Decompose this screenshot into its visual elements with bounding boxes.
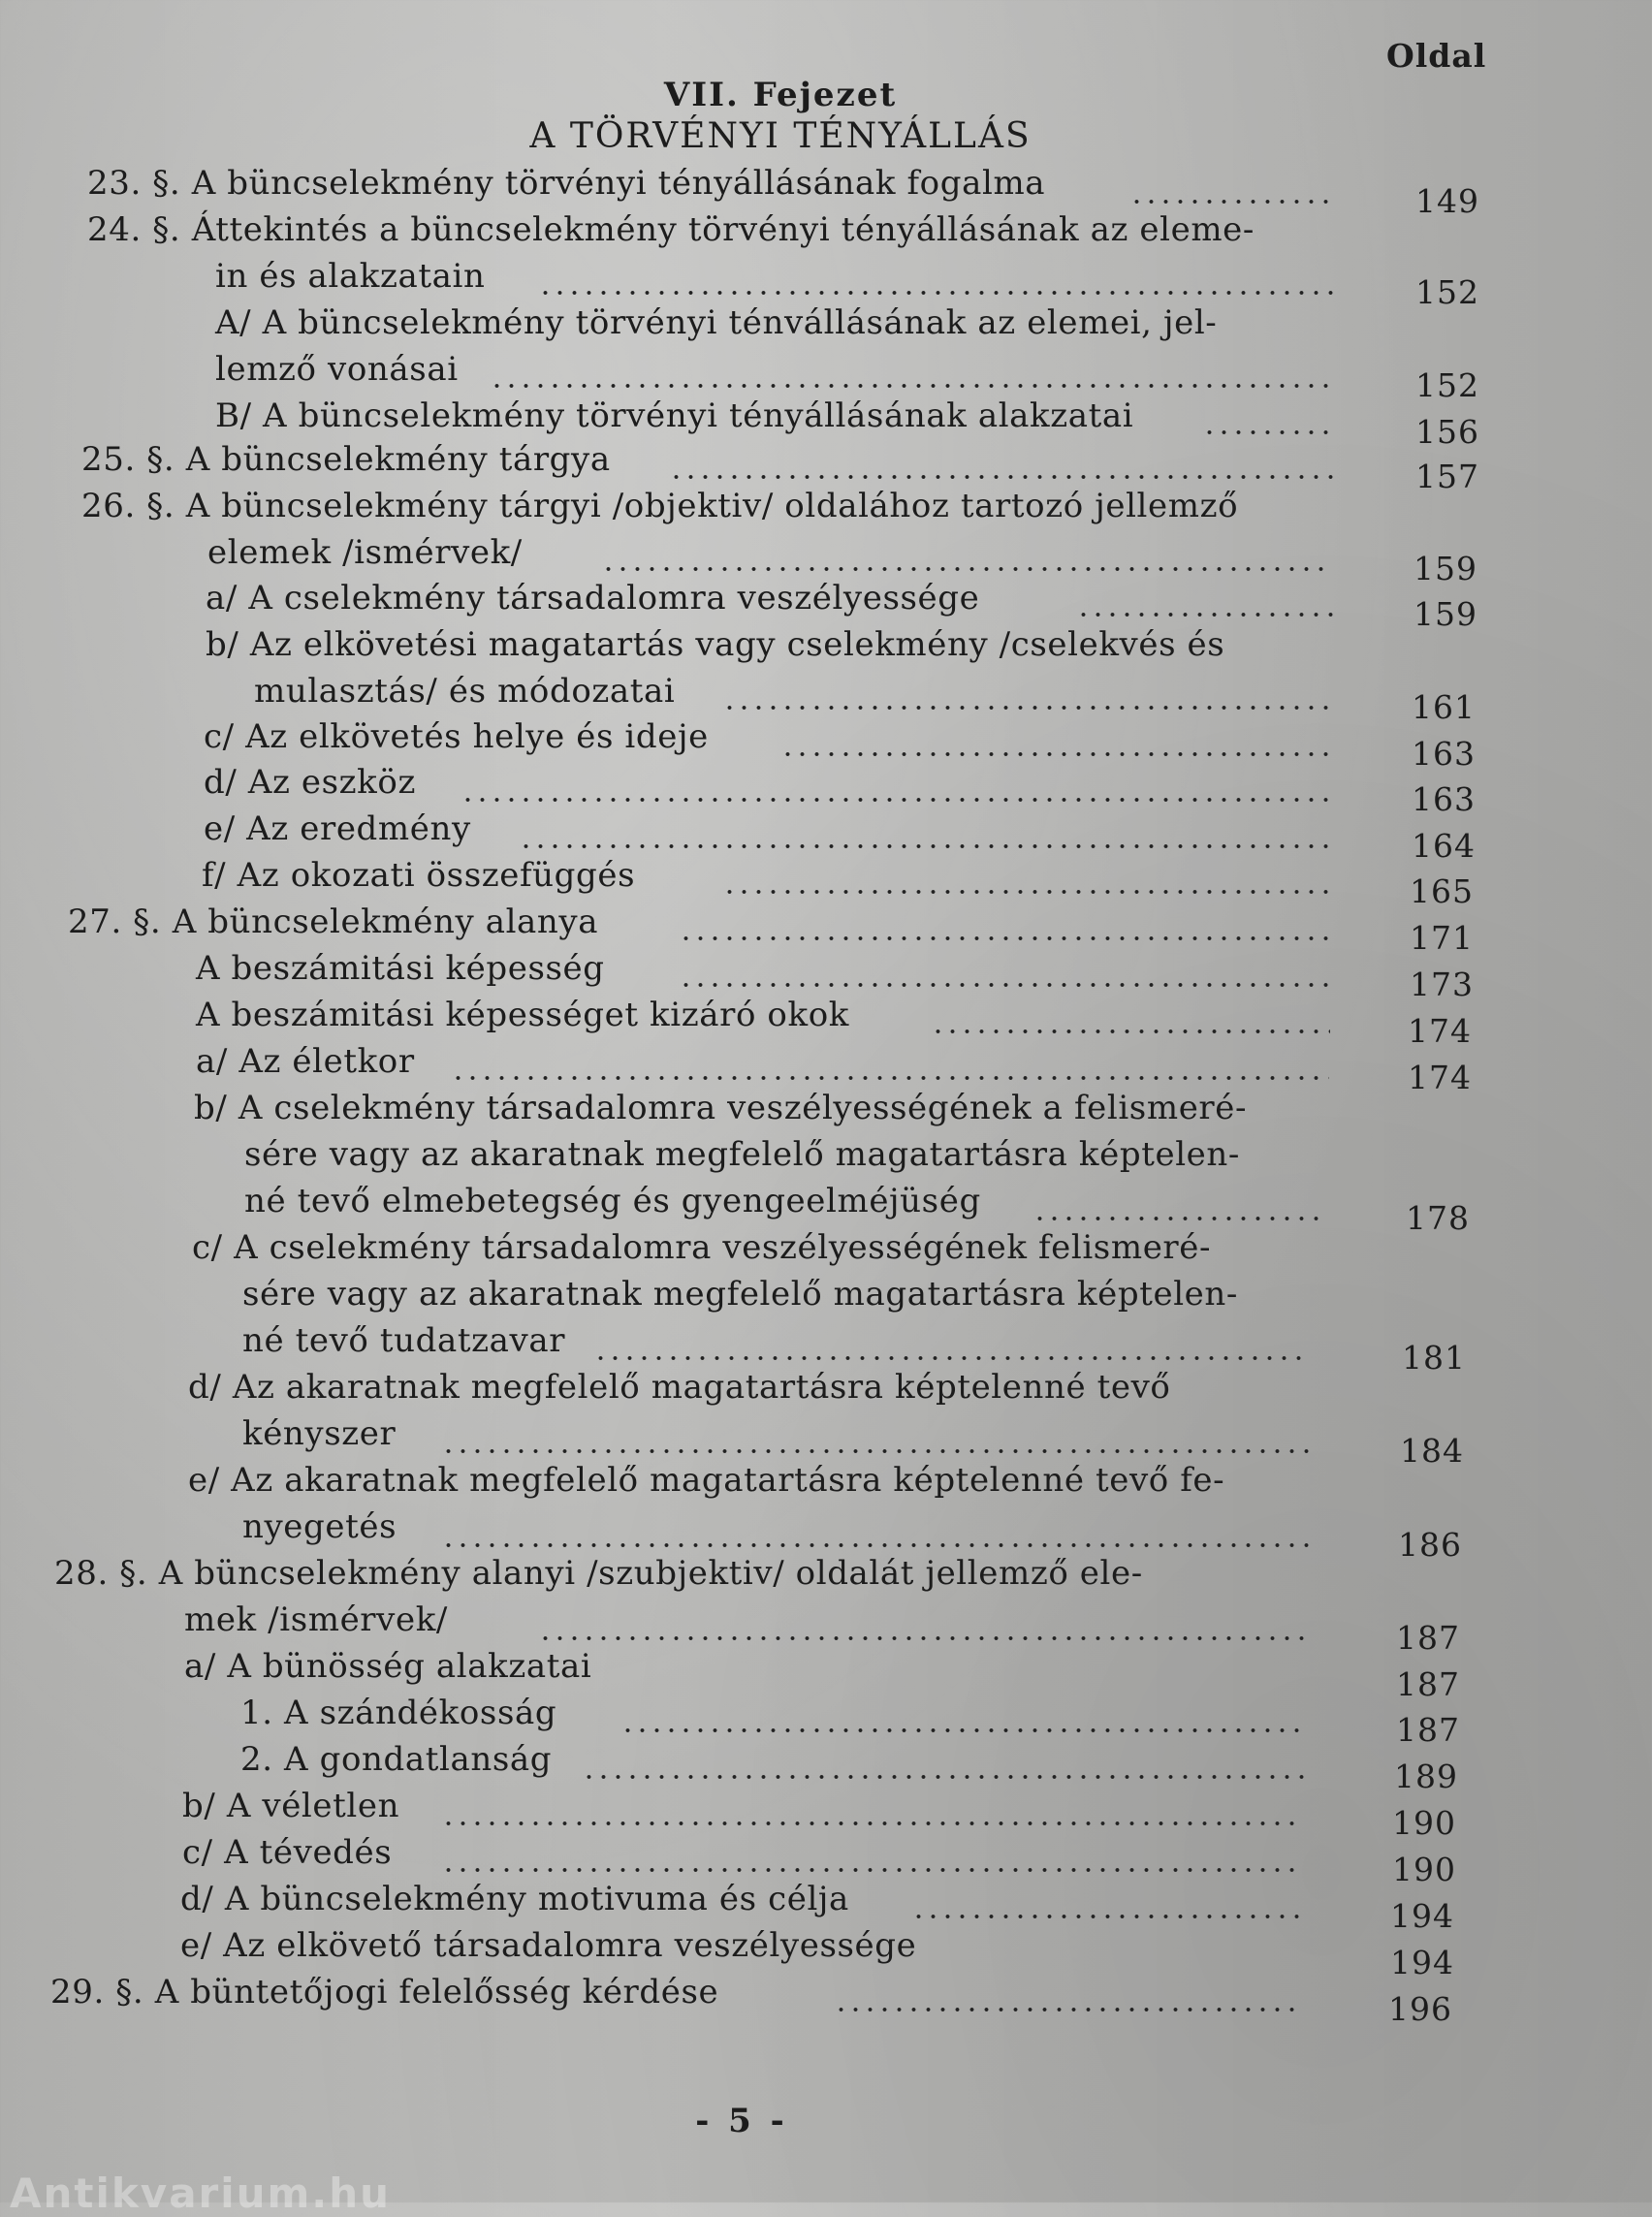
toc-page-number: 163 [1412,735,1476,773]
toc-entry-text: né tevő elmebetegség és gyengeelméjüség [244,1182,981,1220]
dot-leader [538,1636,1307,1640]
toc-entry-text: mek /ismérvek/ [184,1600,448,1639]
toc-page-number: 190 [1392,1804,1456,1842]
toc-page-number: 156 [1415,413,1479,451]
toc-entry-text: B/ A büncselekmény törvényi tényállásának alakzatai [215,396,1134,435]
dot-leader [679,983,1330,987]
page-number: - 5 - [695,2102,788,2140]
toc-entry-text: né tevő tudatzavar [242,1321,566,1360]
toc-entry-text: in és alakzatain [215,257,486,296]
toc-entry-text: a/ Az életkor [196,1042,415,1081]
dot-leader [490,384,1333,388]
toc-page-number: 159 [1414,550,1477,587]
toc-page-number: 181 [1402,1339,1466,1377]
toc-entry-text: d/ Az eszköz [204,763,416,802]
toc-entry-text: b/ Az elkövetési magatartás vagy cselekmény /cselekvés és [206,625,1225,664]
toc-entry-text: A/ A büncselekmény törvényi ténvállásának az elemei, jel- [215,303,1218,342]
toc-page-number: 194 [1390,1897,1454,1935]
toc-page-number: 152 [1415,366,1479,404]
dot-leader [441,1868,1304,1872]
toc-page-number: 194 [1390,1944,1454,1981]
dot-leader [780,752,1331,756]
toc-page-number: 186 [1398,1526,1462,1564]
dot-leader [441,1449,1309,1453]
dot-leader [519,844,1331,848]
toc-entry-text: b/ A cselekmény társadalomra veszélyességének a felismeré- [194,1089,1248,1127]
toc-entry-text: 26. §. A büncselekmény tárgyi /objektiv/ oldalához tartozó jellemző [81,487,1239,525]
toc-entry-text: kényszer [242,1414,397,1453]
toc-entry-text: 28. §. A büncselekmény alanyi /szubjektiv/ oldalát jellemző ele- [54,1554,1143,1593]
toc-page-number: 174 [1408,1059,1472,1096]
toc-page-number: 161 [1412,688,1476,726]
toc-entry-text: c/ Az elkövetés helye és ideje [204,717,709,756]
toc-page-number: 164 [1412,827,1476,865]
toc-entry-text: e/ Az elkövető társadalomra veszélyessége [180,1926,917,1965]
toc-page-number: 171 [1410,919,1474,957]
toc-entry-text: 27. §. A büncselekmény alanya [68,903,599,941]
dot-leader [834,2008,1301,2011]
toc-entry-text: 29. §. A büntetőjogi felelősség kérdése [50,1973,719,2011]
dot-leader [451,1076,1329,1080]
chapter-title: A TÖRVÉNYI TÉNYÁLLÁS [529,116,1032,156]
toc-entry-text: 24. §. Áttekintés a büncselekmény törvényi tényállásának az eleme- [87,210,1255,249]
dot-leader [593,1356,1311,1360]
chapter-number: VII. Fejezet [663,76,898,114]
dot-leader [911,1915,1303,1918]
toc-entry-text: lemző vonásai [215,350,459,389]
toc-entry-text: e/ Az akaratnak megfelelő magatartásra képtelenné tevő fe- [188,1461,1225,1500]
dot-leader [601,567,1333,571]
toc-page-number: 187 [1396,1711,1460,1749]
dot-leader [538,291,1333,295]
toc-entry-text: f/ Az okozati összefüggés [202,856,636,895]
toc-entry-text: elemek /ismérvek/ [207,533,523,572]
toc-page-number: 187 [1396,1619,1460,1657]
toc-page-number: 174 [1408,1012,1472,1050]
dot-leader [722,890,1331,894]
toc-entry-text: d/ A büncselekmény motivuma és célja [180,1880,849,1918]
toc-entry-text: d/ Az akaratnak megfelelő magatartásra képtelenné tevő [188,1368,1171,1407]
toc-entry-text: 23. §. A büncselekmény törvényi tényállásának fogalma [87,164,1046,203]
dot-leader [620,1728,1305,1732]
toc-entry-text: A beszámitási képesség [196,949,605,988]
toc-page-number: 149 [1415,182,1479,220]
toc-entry-text: 2. A gondatlanság [240,1740,553,1779]
dot-leader [679,936,1330,940]
toc-page-number: 163 [1412,780,1476,818]
dot-leader [669,475,1333,479]
toc-entry-text: sére vagy az akaratnak megfelelő magatartásra képtelen- [242,1275,1238,1314]
toc-entry-text: b/ A véletlen [182,1787,400,1825]
watermark: Antikvarium.hu [10,2169,392,2217]
toc-entry-text: e/ Az eredmény [204,809,471,848]
dot-leader [441,1543,1309,1547]
toc-entry-text: mulasztás/ és módozatai [254,672,676,711]
dot-leader [461,798,1331,802]
toc-entry-text: 25. §. A büncselekmény tárgya [81,440,611,479]
toc-entry-text: a/ A cselekmény társadalomra veszélyessége [206,579,980,618]
toc-page-number: 165 [1410,872,1474,910]
toc-page-number: 187 [1396,1665,1460,1703]
dot-leader [441,1821,1304,1825]
toc-entry-text: c/ A cselekmény társadalomra veszélyességének felismeré- [192,1228,1212,1267]
dot-leader [1032,1217,1328,1220]
dot-leader [722,706,1333,710]
toc-entry-text: nyegetés [242,1507,397,1546]
toc-page-number: 159 [1414,595,1477,633]
dot-leader [1129,200,1333,204]
toc-page-number: 178 [1406,1199,1470,1237]
toc-entry-text: 1. A szándékosság [240,1694,557,1732]
toc-entry-text: A beszámitási képességet kizáró okok [196,996,849,1034]
toc-page-number: 184 [1400,1432,1464,1470]
toc-entry-text: sére vagy az akaratnak megfelelő magatartásra képtelen- [244,1135,1240,1174]
toc-page-number: 189 [1394,1758,1458,1795]
toc-entry-text: a/ A bünösség alakzatai [184,1647,592,1686]
dot-leader [582,1775,1305,1779]
toc-page-number: 157 [1415,458,1479,495]
dot-leader [1076,613,1333,617]
toc-page-number: 190 [1392,1851,1456,1888]
dot-leader [931,1029,1330,1033]
toc-page-number: 196 [1388,1990,1452,2028]
dot-leader [1202,430,1333,434]
toc-page-number: 152 [1415,273,1479,311]
oldal-column-header: Oldal [1386,37,1487,75]
toc-entry-text: c/ A tévedés [182,1833,393,1872]
toc-page-number: 173 [1410,966,1474,1003]
